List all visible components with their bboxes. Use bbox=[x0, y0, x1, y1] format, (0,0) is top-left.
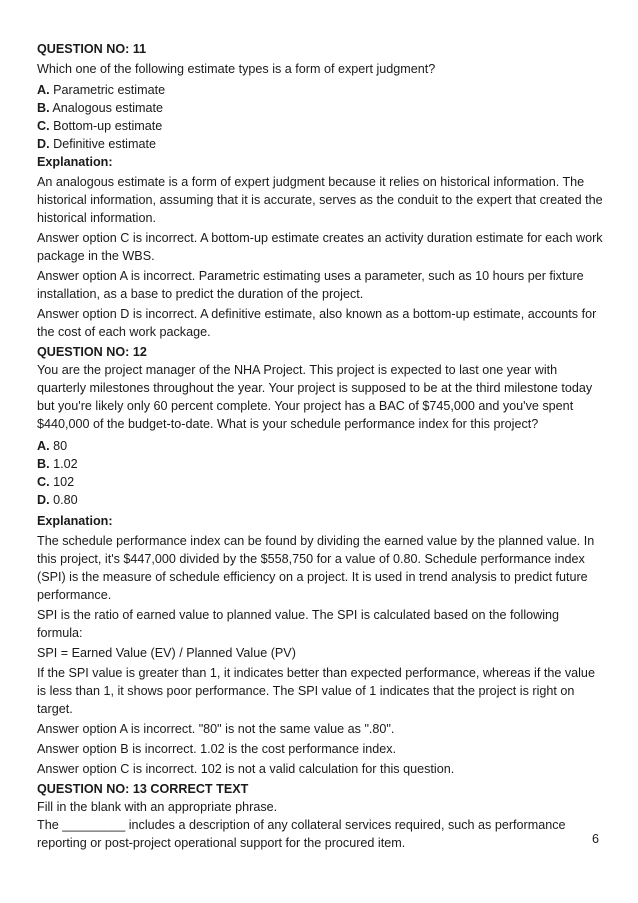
document-page bbox=[37, 40, 603, 852]
explanation-paragraph: Answer option C is incorrect. 102 is not a valid calculation for this question. bbox=[37, 762, 455, 776]
answer-options bbox=[37, 81, 603, 153]
option-d bbox=[37, 135, 603, 153]
explanation-label: Explanation: bbox=[37, 514, 113, 528]
option-letter: A. bbox=[37, 83, 50, 97]
answer-options bbox=[37, 437, 603, 509]
explanation-paragraph: SPI is the ratio of earned value to planned value. The SPI is calculated based on the following formula: bbox=[37, 608, 560, 640]
question-text: Which one of the following estimate types is a form of expert judgment? bbox=[37, 62, 436, 76]
option-b bbox=[37, 99, 603, 117]
explanation-label: Explanation: bbox=[37, 155, 113, 169]
option-letter: A. bbox=[37, 439, 50, 453]
option-text: 80 bbox=[49, 439, 68, 453]
explanation-paragraph: The schedule performance index can be found by dividing the earned value by the planned value. In this project, it's $447,000 divided by the $558,750 for a value of 0.80. Schedule performance index (SPI) is the measure of schedule efficiency on a project. It is used in trend analysis to predict future performance. bbox=[37, 534, 595, 602]
option-c bbox=[37, 117, 603, 135]
option-d bbox=[37, 491, 603, 509]
option-text: 1.02 bbox=[49, 457, 78, 471]
formula: SPI = Earned Value (EV) / Planned Value (PV) bbox=[37, 646, 296, 660]
page-number: 6 bbox=[592, 832, 600, 846]
question-heading: QUESTION NO: 12 bbox=[37, 345, 147, 359]
option-letter: C. bbox=[37, 475, 50, 489]
option-letter: B. bbox=[37, 457, 50, 471]
option-b bbox=[37, 455, 603, 473]
question-text: The _________ includes a description of any collateral services required, such as performance reporting or post-project operational support for the procured item. bbox=[37, 818, 566, 850]
option-letter: D. bbox=[37, 137, 50, 151]
option-letter: B. bbox=[37, 101, 50, 115]
explanation-paragraph: Answer option C is incorrect. A bottom-up estimate creates an activity duration estimate for each work package in the WBS. bbox=[37, 231, 603, 263]
option-c bbox=[37, 473, 603, 491]
question-heading: QUESTION NO: 13 CORRECT TEXT bbox=[37, 782, 249, 796]
option-text: Definitive estimate bbox=[49, 137, 156, 151]
explanation-paragraph: Answer option A is incorrect. "80" is not the same value as ".80". bbox=[37, 722, 395, 736]
explanation-paragraph: An analogous estimate is a form of expert judgment because it relies on historical information. The historical information, assuming that it is accurate, serves as the conduit to the expert that created the historical information. bbox=[37, 175, 603, 225]
explanation-paragraph: If the SPI value is greater than 1, it indicates better than expected performance, whereas if the value is less than 1, it shows poor performance. The SPI value of 1 indicates that the project is right on target. bbox=[37, 666, 595, 716]
explanation-paragraph: Answer option D is incorrect. A definitive estimate, also known as a bottom-up estimate, accounts for the cost of each work package. bbox=[37, 307, 597, 339]
option-letter: C. bbox=[37, 119, 50, 133]
option-text: 0.80 bbox=[49, 493, 78, 507]
question-instruction: Fill in the blank with an appropriate phrase. bbox=[37, 800, 278, 814]
option-letter: D. bbox=[37, 493, 50, 507]
explanation-paragraph: Answer option A is incorrect. Parametric estimating uses a parameter, such as 10 hours per fixture installation, as a base to predict the duration of the project. bbox=[37, 269, 584, 301]
option-text: Analogous estimate bbox=[49, 101, 164, 115]
option-text: Bottom-up estimate bbox=[49, 119, 163, 133]
question-12 bbox=[37, 343, 603, 778]
question-13 bbox=[37, 780, 603, 852]
option-text: 102 bbox=[49, 475, 75, 489]
question-heading: QUESTION NO: 11 bbox=[37, 42, 147, 56]
option-a bbox=[37, 437, 603, 455]
option-a bbox=[37, 81, 603, 99]
option-text: Parametric estimate bbox=[49, 83, 166, 97]
question-11 bbox=[37, 40, 603, 341]
question-text: You are the project manager of the NHA Project. This project is expected to last one year with quarterly milestones throughout the year. Your project is supposed to be at the third milestone today but you're likely only 60 percent complete. Your project has a BAC of $745,000 and you've spent $440,000 of the budget-to-date. What is your schedule performance index for this project? bbox=[37, 363, 593, 431]
explanation-paragraph: Answer option B is incorrect. 1.02 is the cost performance index. bbox=[37, 742, 397, 756]
